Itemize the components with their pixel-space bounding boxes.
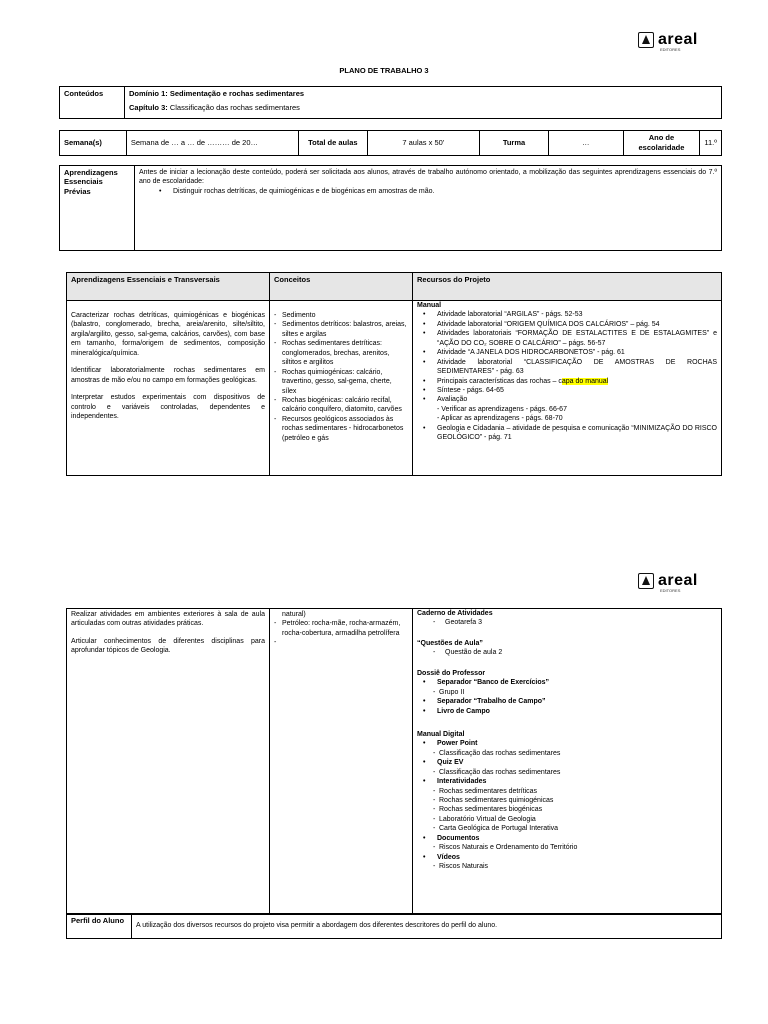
- interatividade-item: - Laboratório Virtual de Geologia: [417, 815, 717, 824]
- areal-logo-icon: [638, 32, 654, 48]
- conceito-item: - Rochas biogénicas: calcário recifal, calcário conquífero, diatomito, carvões: [274, 396, 408, 415]
- conceitos-cell-p2: [270, 609, 413, 915]
- main-table-page1: [66, 272, 722, 476]
- questoes-label: “Questões de Aula”: [417, 639, 483, 647]
- logo-subtitle: EDITORES: [660, 47, 681, 52]
- recursos-cell: [413, 301, 722, 476]
- logo-text: areal: [658, 31, 698, 48]
- recurso-item: • Atividade laboratorial “ARGILAS” - págs. 52-53: [417, 310, 717, 319]
- aprendizagens-cell-p2: [67, 609, 270, 915]
- grupo-item: - Grupo II: [417, 688, 717, 697]
- logo-subtitle: EDITORES: [660, 588, 681, 593]
- documentos-item: - Riscos Naturais e Ordenamento do Território: [417, 843, 717, 852]
- conteudos-table: [59, 86, 722, 119]
- previas-content: [135, 166, 722, 251]
- total-value: 7 aulas x 50’: [367, 131, 479, 156]
- conceitos-cell: [270, 301, 413, 476]
- total-label: Total de aulas: [298, 131, 367, 156]
- recurso-item: • Avaliação: [417, 395, 717, 404]
- separador-banco: • Separador “Banco de Exercícios”: [417, 678, 717, 687]
- previas-item: • Distinguir rochas detríticas, de quimiogénicas e de biogénicas em amostras de mão.: [153, 187, 717, 196]
- separador-campo: • Separador “Trabalho de Campo”: [417, 697, 717, 706]
- powerpoint-item: - Classificação das rochas sedimentares: [417, 749, 717, 758]
- manual-digital-label: Manual Digital: [417, 730, 465, 738]
- caderno-label: Caderno de Atividades: [417, 610, 493, 617]
- logo-text: areal: [658, 572, 698, 589]
- recurso-item: • Atividade laboratorial “CLASSIFICAÇÃO DE AMOSTRAS DE ROCHAS SEDIMENTARES” - pág. 63: [417, 358, 717, 377]
- recurso-item: • Atividade “A JANELA DOS HIDROCARBONETOS” - pág. 61: [417, 348, 717, 357]
- capitulo-cell: [125, 101, 722, 119]
- col-header-aprendizagens: Aprendizagens Essenciais e Transversais: [67, 273, 270, 301]
- aprendizagem-item: Caracterizar rochas detríticas, quimiogénicas e biogénicas (balastro, conglomerado, brecha, areia/arenito, silte/siltito, argila/argilito, gesso, sal-gema, calcários, carvões), com base em tamanho, forma/origem de sedimentos, composição mineralógica/química.: [71, 312, 265, 357]
- areal-logo: [638, 31, 698, 52]
- main-table-page2: [66, 608, 722, 915]
- interatividade-item: - Rochas sedimentares quimiogénicas: [417, 796, 717, 805]
- previas-intro: Antes de iniciar a lecionação deste conteúdo, poderá ser solicitada aos alunos, através de trabalho autónomo orientado, a mobilização das seguintes aprendizagens essenciais do 7.º ano de escolaridade:: [139, 169, 717, 186]
- questoes-item: - Questão de aula 2: [417, 648, 717, 657]
- caderno-item: - Geotarefa 3: [417, 618, 717, 627]
- perfil-text: A utilização dos diversos recursos do projeto visa permitir a abordagem dos diferentes descritores do perfil do aluno.: [132, 914, 722, 939]
- powerpoint-label: • Power Point: [417, 739, 717, 748]
- turma-label: Turma: [480, 131, 549, 156]
- aprendizagem-item: Realizar atividades em ambientes exteriores à sala de aula articuladas com outras atividades práticas.: [71, 611, 265, 628]
- documentos-label: • Documentos: [417, 834, 717, 843]
- livro-campo: • Livro de Campo: [417, 707, 717, 716]
- interatividade-item: - Rochas sedimentares biogénicas: [417, 805, 717, 814]
- areal-logo-icon: [638, 573, 654, 589]
- perfil-label: Perfil do Aluno: [67, 914, 132, 939]
- recurso-item: • Atividades laboratoriais “FORMAÇÃO DE ESTALACTITES E DE ESTALAGMITES” e “AÇÃO DO CO₂ SOBRE O CALCÁRIO” – págs. 56-57: [417, 329, 717, 348]
- areal-logo: [638, 572, 698, 593]
- dossie-label: Dossiê do Professor: [417, 669, 486, 677]
- manual-label: Manual: [417, 302, 442, 309]
- schedule-table: [59, 130, 722, 156]
- dominio-text: Domínio 1: Sedimentação e rochas sedimentares: [125, 87, 722, 101]
- principais-text: Principais características das rochas – c: [437, 377, 562, 385]
- aprendizagem-item: Articular conhecimentos de diferentes disciplinas para aprofundar tópicos de Geologia.: [71, 637, 265, 655]
- interatividades-label: • Interatividades: [417, 777, 717, 786]
- ano-label: Ano de escolaridade: [623, 131, 700, 156]
- aprendizagens-cell: [67, 301, 270, 476]
- interatividade-item: - Rochas sedimentares detríticas: [417, 787, 717, 796]
- conteudos-label: Conteúdos: [60, 87, 125, 119]
- recurso-item: • Geologia e Cidadania – atividade de pesquisa e comunicação “MINIMIZAÇÃO DO RISCO GEOLÓGICO” - pág. 71: [417, 424, 717, 443]
- perfil-table: [66, 913, 722, 939]
- conceito-item: - Petróleo: rocha-mãe, rocha-armazém, rocha-cobertura, armadilha petrolífera: [274, 619, 408, 638]
- document-title: PLANO DE TRABALHO 3: [339, 66, 429, 75]
- turma-value: …: [548, 131, 623, 156]
- capitulo-text: Classificação das rochas sedimentares: [167, 102, 300, 112]
- col-header-recursos: Recursos do Projeto: [413, 273, 722, 301]
- aprendizagem-item: Identificar laboratorialmente rochas sedimentares em amostras de mão e/ou no campo em formações geológicas.: [71, 367, 265, 384]
- col-header-conceitos: Conceitos: [270, 273, 413, 301]
- recursos-cell-p2: [413, 609, 722, 915]
- semana-label: Semana(s): [60, 131, 127, 156]
- videos-label: • Vídeos: [417, 853, 717, 862]
- videos-item: - Riscos Naturais: [417, 862, 717, 871]
- conceito-item: - Sedimentos detríticos: balastros, areias, siltes e argilas: [274, 320, 408, 339]
- interatividade-item: - Carta Geológica de Portugal Interativa: [417, 824, 717, 833]
- ano-value: 11.º: [700, 131, 722, 156]
- previas-table: [59, 165, 722, 251]
- avaliacao-sub: - Verificar as aprendizagens - págs. 66-67: [437, 405, 567, 413]
- capitulo-label: Capítulo 3:: [129, 102, 168, 112]
- quiz-item: - Classificação das rochas sedimentares: [417, 768, 717, 777]
- quiz-label: • Quiz EV: [417, 758, 717, 767]
- previas-label: Aprendizagens Essenciais Prévias: [60, 166, 135, 251]
- semana-value: Semana de … a … de ……… de 20…: [126, 131, 298, 156]
- conceito-item: - Rochas sedimentares detríticas: conglomerados, brechas, arenitos, siltitos e argilitos: [274, 339, 408, 367]
- conceito-item: - Recursos geológicos associados às rochas sedimentares - hidrocarbonetos (petróleo e gás: [274, 415, 408, 443]
- recurso-item: • Atividade laboratorial “ORIGEM QUÍMICA DOS CALCÁRIOS” – pág. 54: [417, 320, 717, 329]
- recurso-item-principais: [417, 377, 717, 386]
- conceito-item: - Sedimento: [274, 311, 408, 320]
- avaliacao-sub: - Aplicar as aprendizagens - págs. 68-70: [437, 415, 563, 423]
- principais-highlight: apa do manual: [561, 377, 609, 385]
- conceito-continuation: natural): [282, 611, 306, 618]
- recurso-item: • Síntese - págs. 64-65: [417, 386, 717, 395]
- aprendizagem-item: Interpretar estudos experimentais com dispositivos de controlo e variáveis controladas, dependentes e independentes.: [71, 394, 265, 420]
- conceito-item: - Rochas quimiogénicas: calcário, travertino, gesso, sal-gema, cherte, sílex: [274, 368, 408, 396]
